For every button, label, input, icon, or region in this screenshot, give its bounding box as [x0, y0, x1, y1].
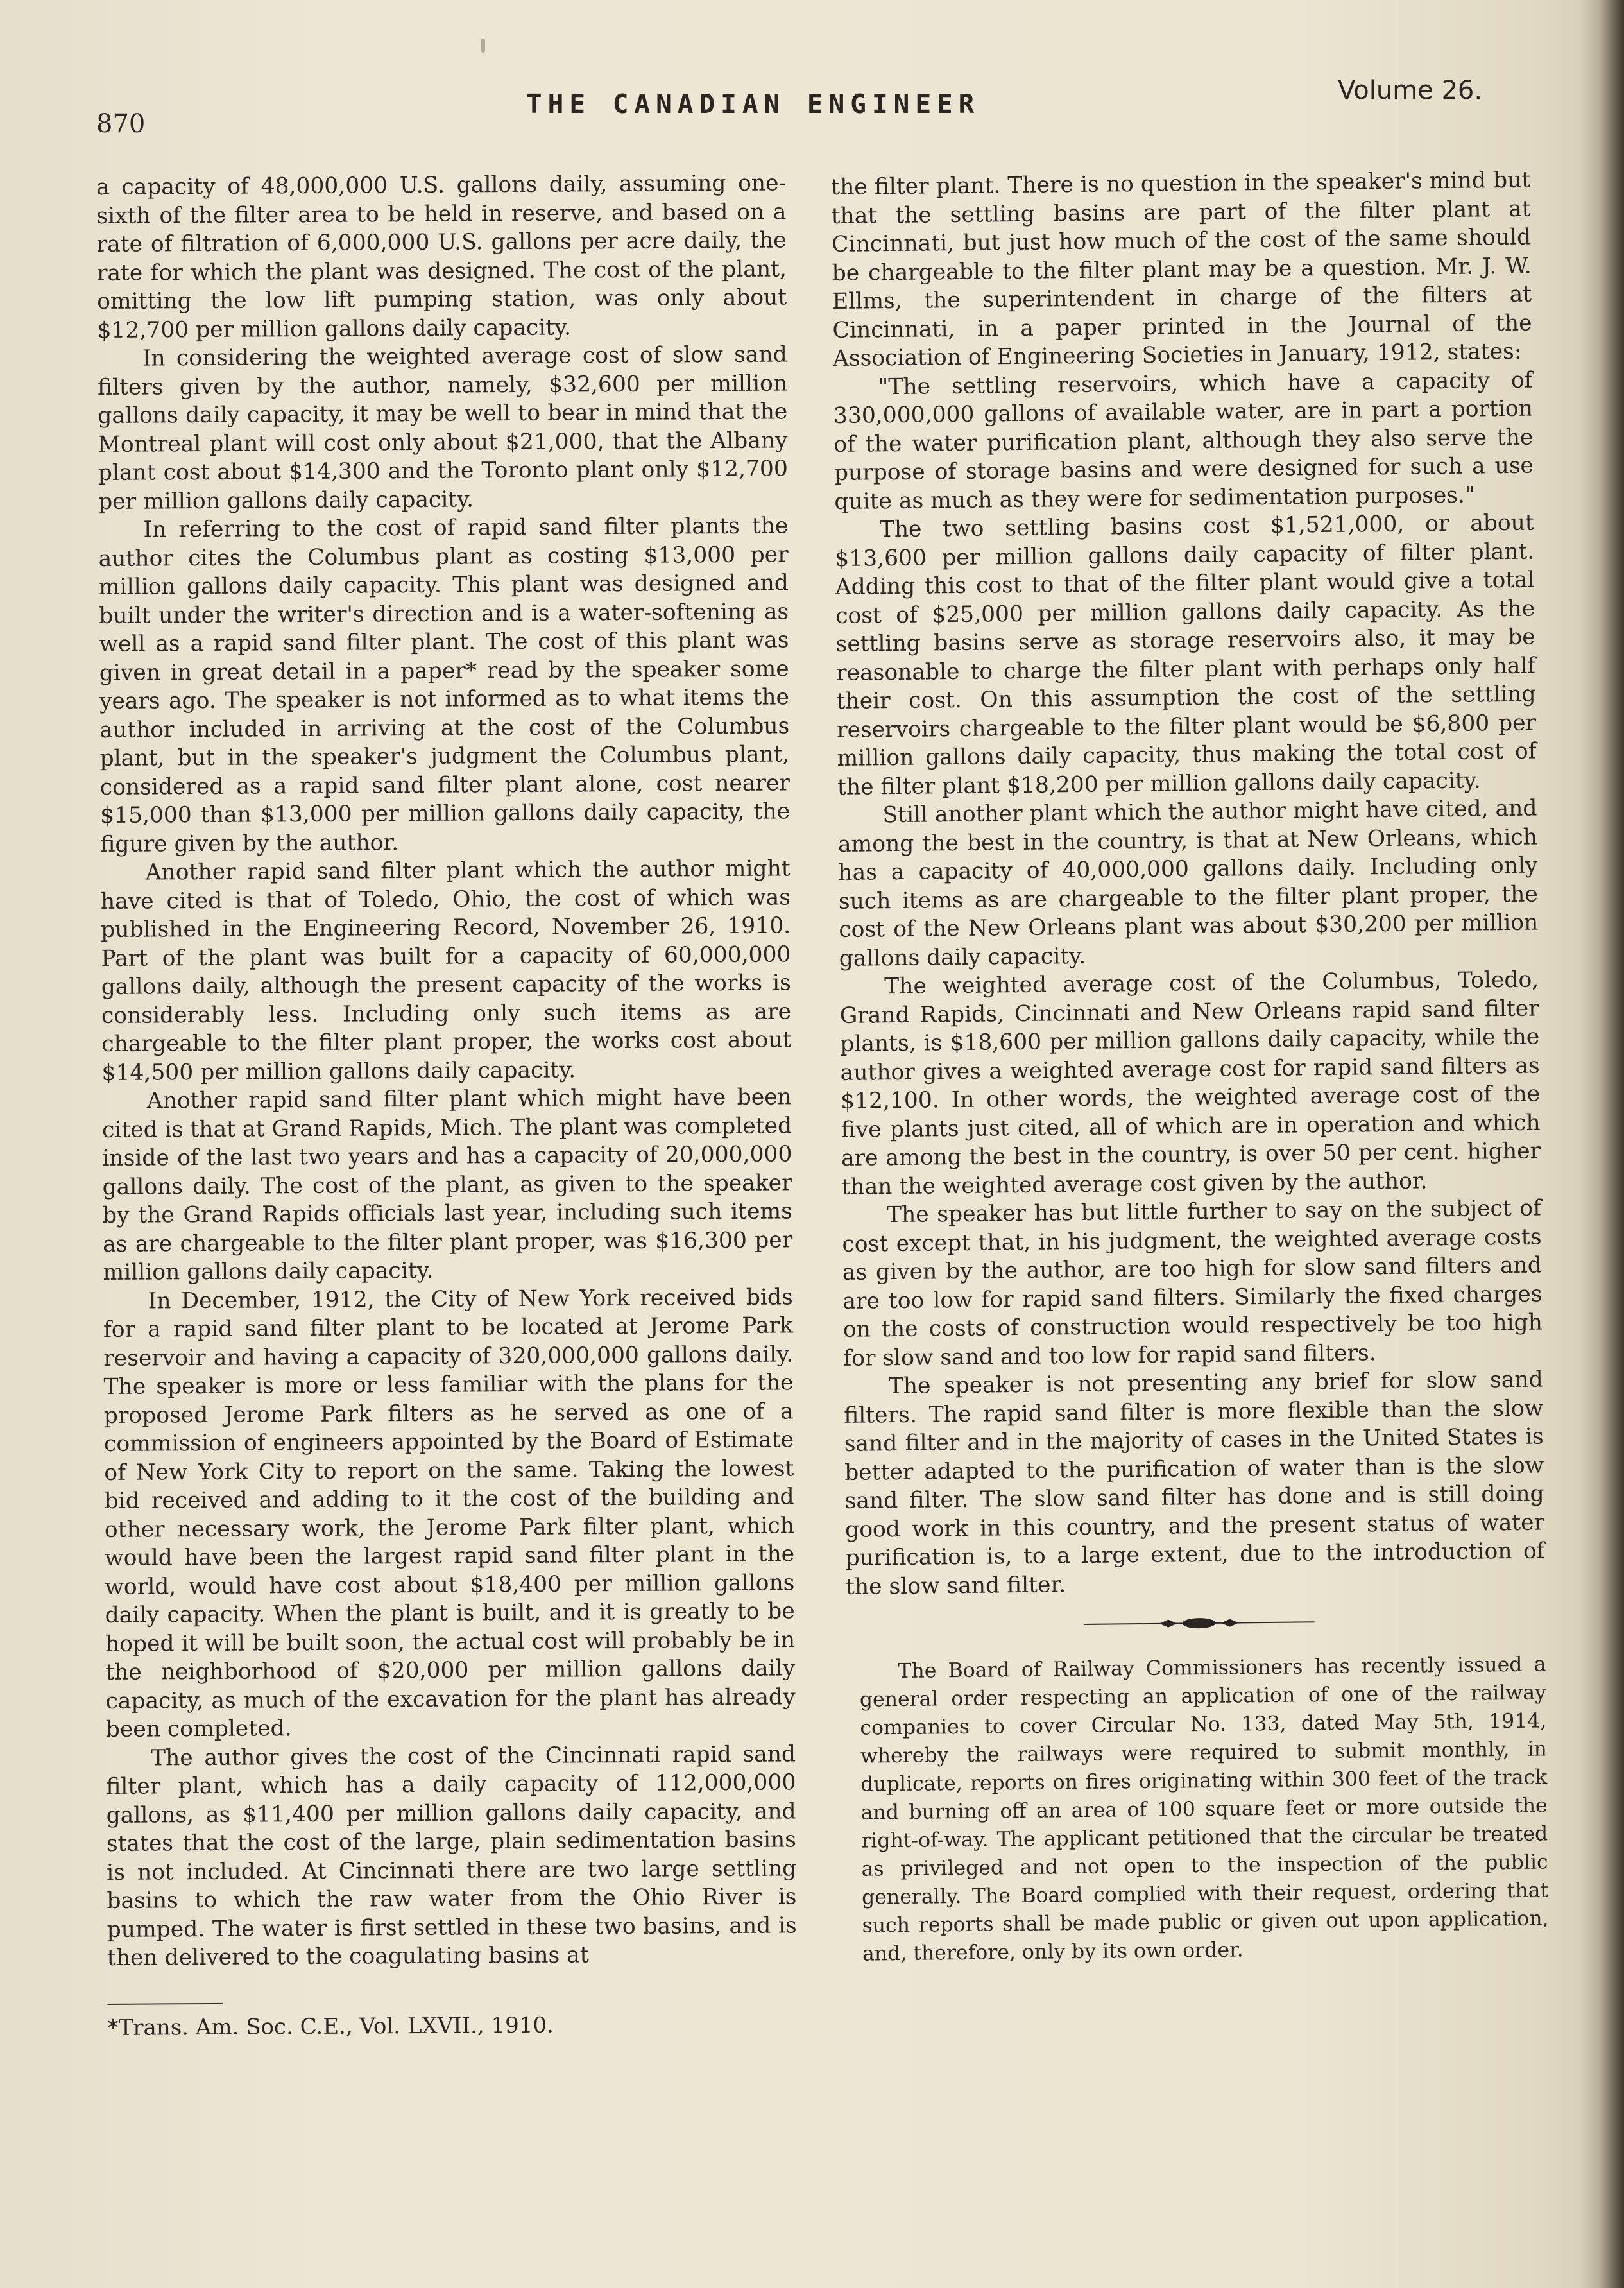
paragraph: In considering the weighted average cost of slow sand filters given by the author, namely, $32,600 per million gallons daily capacity, it may be well to bear in mind that the Montreal plant will cost only about $21,000, that the Albany plant cost about $14,300 and the Toronto plant only $12,700 per million gallons daily capacity. [97, 341, 788, 515]
paragraph: In December, 1912, the City of New York received bids for a rapid sand filter plant to be located at Jerome Park reservoir and having a capacity of 320,000,000 gallons daily. The speaker is more or less familiar with the plans for the proposed Jerome Park filters as he served as one of a commission of engineers appointed by the Board of Estimate of New York City to report on the same. Taking the lowest bid received and adding to it the cost of the building and other necessary work, the Jerome Park filter plant, which would have been the largest rapid sand filter plant in the world, would have cost about $18,400 per million gallons daily capacity. When the plant is built, and it is greatly to be hoped it will be built soon, the actual cost will probably be in the neighborhood of $20,000 per million gallons daily capacity, as much of the excavation for the plant has already been completed. [103, 1284, 796, 1742]
page-number: 870 [96, 109, 146, 139]
footnote: *Trans. Am. Soc. C.E., Vol. LXVII., 1910. [107, 2012, 554, 2041]
paragraph: The weighted average cost of the Columbus, Toledo, Grand Rapids, Cincinnati and New Orleans rapid sand filter plants, is $18,600 per million gallons daily capacity, while the author gives a weighted average cost for rapid sand filters as $12,100. In other words, the weighted average cost of the five plants just cited, all of which are in operation and which are among the best in the country, is over 50 per cent. higher than the weighted average cost given by the author. [839, 967, 1541, 1200]
footnote-rule [107, 2002, 223, 2004]
paragraph: Still another plant which the author might have cited, and among the best in the country, is that at New Orleans, which has a capacity of 40,000,000 gallons daily. Including only such items as are chargeable to the filter plant proper, the cost of the New Orleans plant was about $30,200 per million gallons daily capacity. [837, 795, 1539, 972]
paragraph: The speaker has but little further to say on the subject of cost except that, in his judgment, the weighted average costs as given by the author, are too high for slow sand filters and are too low for rapid sand filters. Similarly the fixed charges on the costs of construction would respectively be too high for slow sand and too low for rapid sand filters. [842, 1195, 1543, 1372]
paragraph: Another rapid sand filter plant which might have been cited is that at Grand Rapids, Mich. The plant was completed inside of the last two years and has a capacity of 20,000,000 gallons daily. The cost of the plant, as given to the speaker by the Grand Rapids officials last year, including such items as are chargeable to the filter plant proper, was $16,300 per million gallons daily capacity. [101, 1084, 793, 1286]
paragraph: The speaker is not presenting any brief for slow sand filters. The rapid sand filter is more flexible than the slow sand filter and in the majority of cases in the United States is better adapted to the purification of water than is the slow sand filter. The slow sand filter has done and is still doing good work in this country, and the present status of water purification is, to a large extent, due to the introduction of the slow sand filter. [844, 1366, 1545, 1600]
running-title: THE CANADIAN ENGINEER [526, 89, 980, 119]
paragraph: The author gives the cost of the Cincinnati rapid sand filter plant, which has a daily capacity of 112,000,000 gallons, as $11,400 per million gallons daily capacity, and states that the cost of the large, plain sedimentation basins is not included. At Cincinnati there are two large settling basins to which the raw water from the Ohio River is pumped. The water is first settled in these two basins, and is then delivered to the coagulating basins at [106, 1741, 797, 1971]
volume-label: Volume 26. [1338, 76, 1483, 105]
paragraph: a capacity of 48,000,000 U.S. gallons daily, assuming one-sixth of the filter area to be held in reserve, and based on a rate of filtration of 6,000,000 U.S. gallons per acre daily, the rate for which the plant was designed. The cost of the plant, omitting the low lift pumping station, was only about $12,700 per million gallons daily capacity. [96, 170, 787, 343]
page-smudge [481, 39, 485, 53]
left-column [96, 169, 798, 2042]
paragraph: The two settling basins cost $1,521,000, or about $13,600 per million gallons daily capacity of filter plant. Adding this cost to that of the filter plant would give a total cost of $25,000 per million gallons daily capacity. As the settling basins serve as storage reservoirs also, it may be reasonable to charge the filter plant with perhaps only half their cost. On this assumption the cost of the settling reservoirs chargeable to the filter plant would be $6,800 per million gallons daily capacity, thus making the total cost of the filter plant $18,200 per million gallons daily capacity. [835, 510, 1537, 800]
page-edge-shadow [1579, 0, 1624, 2288]
paragraph: Another rapid sand filter plant which the author might have cited is that of Toledo, Ohio, the cost of which was published in the Engineering Record, November 26, 1910. Part of the plant was built for a capacity of 60,000,000 gallons daily, although the present capacity of the works is considerably less. Including only such items as are chargeable to the filter plant proper, the works cost about $14,500 per million gallons daily capacity. [100, 856, 792, 1086]
paragraph: the filter plant. There is no question in the speaker's mind but that the settling basins are part of the filter plant at Cincinnati, but just how much of the cost of the same should be chargeable to the filter plant may be a question. Mr. J. W. Ellms, the superintendent in charge of the filters at Cincinnati, in a paper printed in the Journal of the Association of Engineering Societies in January, 1912, states: [831, 167, 1532, 372]
divider-ornament-icon [1084, 1614, 1315, 1632]
railway-commission-notice [846, 1650, 1549, 1968]
section-divider-ornament [1084, 1614, 1315, 1632]
paragraph: In referring to the cost of rapid sand filter plants the author cites the Columbus plant as costing $13,000 per million gallons daily capacity. This plant was designed and built under the writer's direction and is a water-softening as well as a rapid sand filter plant. The cost of this plant was given in great detail in a paper* read by the speaker some years ago. The speaker is not informed as to what items the author included in arriving at the cost of the Columbus plant, but in the speaker's judgment the Columbus plant, considered as a rapid sand filter plant alone, cost nearer $15,000 than $13,000 per million gallons daily capacity, the figure given by the author. [98, 513, 791, 857]
quotation-paragraph: "The settling reservoirs, which have a capacity of 330,000,000 gallons of available water, are in part a portion of the water purification plant, although they also serve the purpose of storage basins and were designed for such a use quite as much as they were for sedimentation purposes." [833, 367, 1534, 515]
page-header [0, 76, 1624, 139]
notice-paragraph: The Board of Railway Commissioners has recently issued a general order respecting an application of one of the railway companies to cover Circular No. 133, dated May 5th, 1914, whereby the railways were required to submit monthly, in duplicate, reports on fires originating within 300 feet of the track and burning off an area of 100 square feet or more outside the right-of-way. The applicant petitioned that the circular be treated as privileged and not open to the inspection of the public generally. The Board complied with their request, ordering that such reports shall be made public or given out upon application, and, therefore, only by its own order. [859, 1653, 1549, 1966]
right-column [831, 166, 1549, 1968]
